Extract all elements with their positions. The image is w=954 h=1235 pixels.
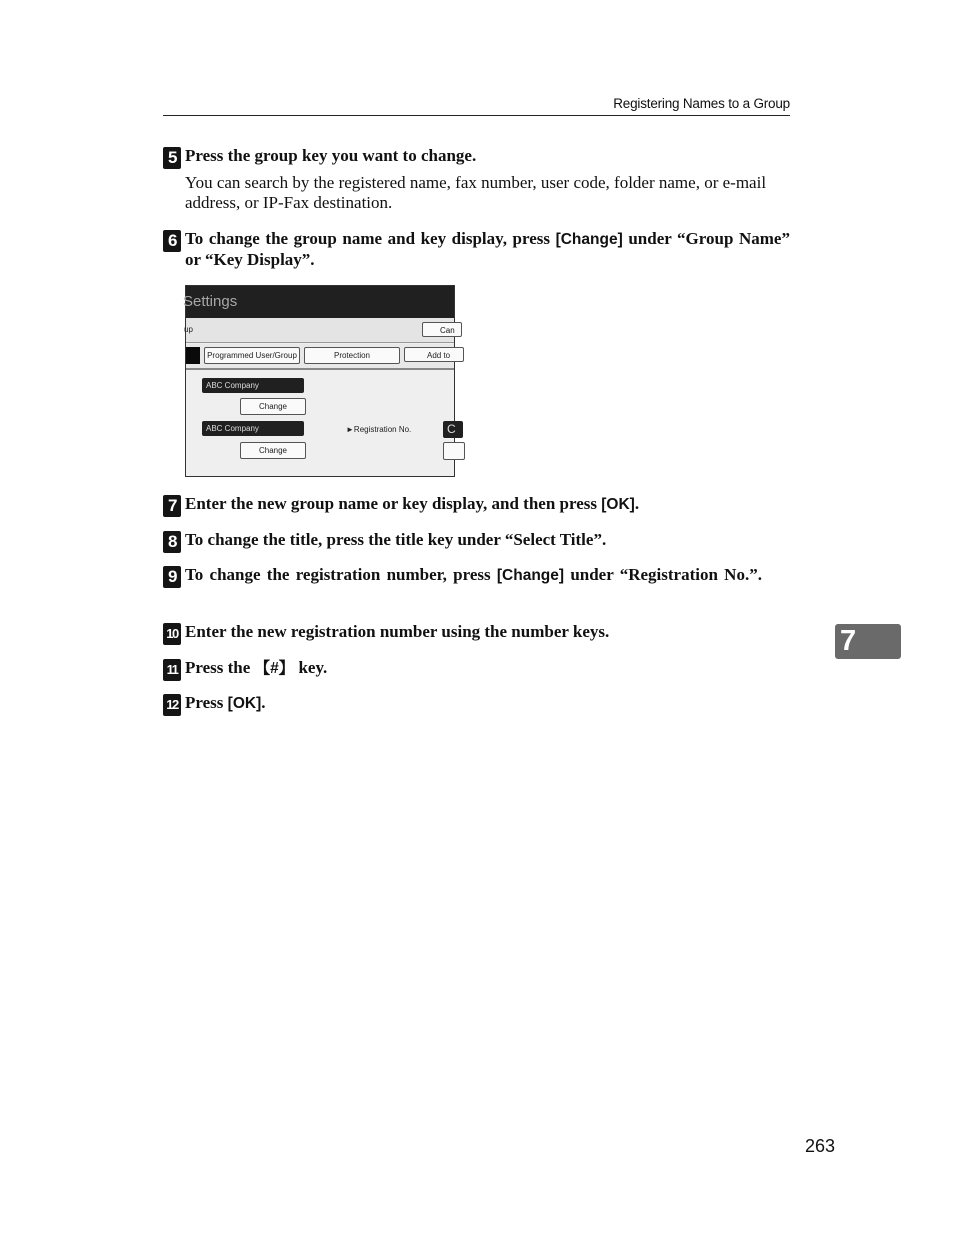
screen-toolbar [186,318,454,343]
step-instruction: Enter the new registration number using the number keys. [185,622,610,641]
step-number-badge: 5 [163,147,181,169]
tab-programmed-user-group[interactable]: Programmed User/Group [204,347,300,364]
step-7 [163,494,790,515]
step-10 [163,622,790,642]
step-number-badge: 7 [163,495,181,517]
step-number-badge: 6 [163,230,181,252]
cancel-button[interactable]: Can [422,322,462,337]
key-ok: [OK] [601,496,635,513]
step-number-badge: 11 [163,659,181,681]
step-9 [163,565,790,586]
step-instruction: Press the group key you want to change. [185,146,477,165]
registration-no-field: C [443,421,463,438]
page-number: 263 [804,1136,835,1156]
tab-add-to[interactable]: Add to [404,347,464,362]
key-change: [Change] [496,567,565,584]
change-group-name-button[interactable]: Change [240,398,306,415]
step-6 [163,229,790,270]
step-instruction: Press the 【#】 key. [185,658,328,677]
step-12 [163,693,790,714]
step-number-badge: 12 [163,694,181,716]
registration-no-label: ►Registration No. [346,425,412,434]
screen-title: Settings [186,286,454,318]
step-instruction: To change the group name and key display, press [Change] under “Group Name” or “Key Display”. [185,229,790,269]
step-11 [163,658,790,679]
step-instruction: To change the registration number, press [Change] under “Registration No.”. [185,565,762,584]
key-display-field: ABC Company [202,421,304,436]
step-number-badge: 8 [163,531,181,553]
key-change: [Change] [555,231,623,248]
step-instruction: Press [OK]. [185,693,266,712]
header-rule [163,115,790,116]
key-hash: 【#】 [254,660,295,677]
key-ok: [OK] [227,695,262,712]
step-description: You can search by the registered name, fax number, user code, folder name, or e-mail address, or IP-Fax destination. [185,173,767,212]
settings-screenshot [185,285,455,477]
step-5 [163,146,790,213]
change-registration-button[interactable] [443,442,465,460]
screen-toolbar-text: up [184,325,193,334]
step-number-badge: 9 [163,566,181,588]
step-instruction: Enter the new group name or key display, and then press [OK]. [185,494,640,513]
step-8 [163,530,790,550]
group-name-field: ABC Company [202,378,304,393]
chapter-tab: 7 [835,624,901,659]
screen-tab-row [186,344,454,370]
change-key-display-button[interactable]: Change [240,442,306,459]
selected-tab-edge [186,347,200,364]
running-head: Registering Names to a Group [613,96,790,111]
tab-protection[interactable]: Protection [304,347,400,364]
step-number-badge: 10 [163,623,181,645]
step-instruction: To change the title, press the title key under “Select Title”. [185,530,607,549]
